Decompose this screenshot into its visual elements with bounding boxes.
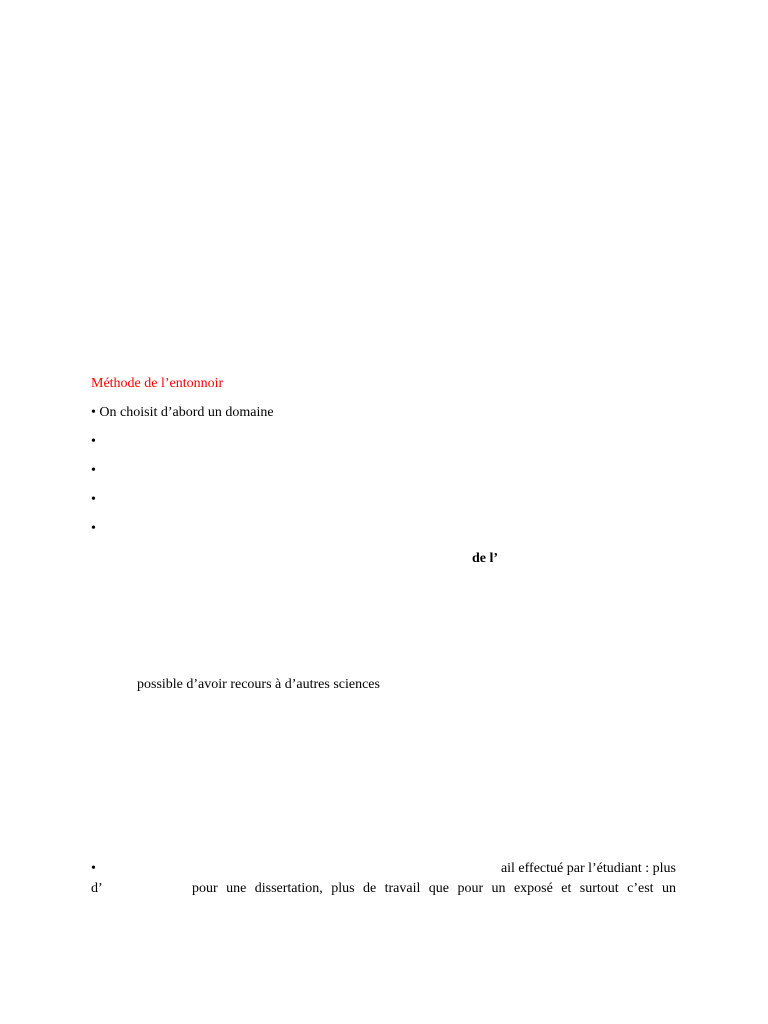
- word: exposé: [513, 881, 553, 896]
- word: un: [661, 881, 676, 896]
- paragraph-line-1-fragment: ail effectué par l’étudiant : plus: [500, 861, 676, 876]
- bullet-item-2: •: [91, 434, 96, 449]
- bullet-item-4: •: [91, 492, 96, 507]
- word: travail: [384, 881, 421, 896]
- bullet-item-3: •: [91, 463, 96, 478]
- word: surtout: [579, 881, 619, 896]
- bold-fragment: de l’: [472, 551, 499, 566]
- bullet-item-6: •: [91, 861, 96, 876]
- word: pour: [192, 881, 218, 896]
- bullet-item-1: [91, 405, 274, 421]
- word: pour: [457, 881, 484, 896]
- bullet-item-5: •: [91, 521, 96, 536]
- word: de: [362, 881, 377, 896]
- word: et: [561, 881, 572, 896]
- paragraph-line-2-justified: [192, 881, 676, 897]
- section-heading: Méthode de l’entonnoir: [91, 376, 224, 391]
- word: une: [226, 881, 247, 896]
- word: plus: [331, 881, 355, 896]
- bullet-glyph: •: [91, 405, 96, 420]
- word: un: [491, 881, 506, 896]
- sciences-fragment: possible d’avoir recours à d’autres sciences: [137, 677, 380, 692]
- bullet-item-1-text: On choisit d’abord un domaine: [99, 405, 274, 420]
- word: c’est: [627, 881, 654, 896]
- word: que: [428, 881, 450, 896]
- word: dissertation,: [254, 881, 323, 896]
- paragraph-line-2-start: d’: [91, 881, 103, 896]
